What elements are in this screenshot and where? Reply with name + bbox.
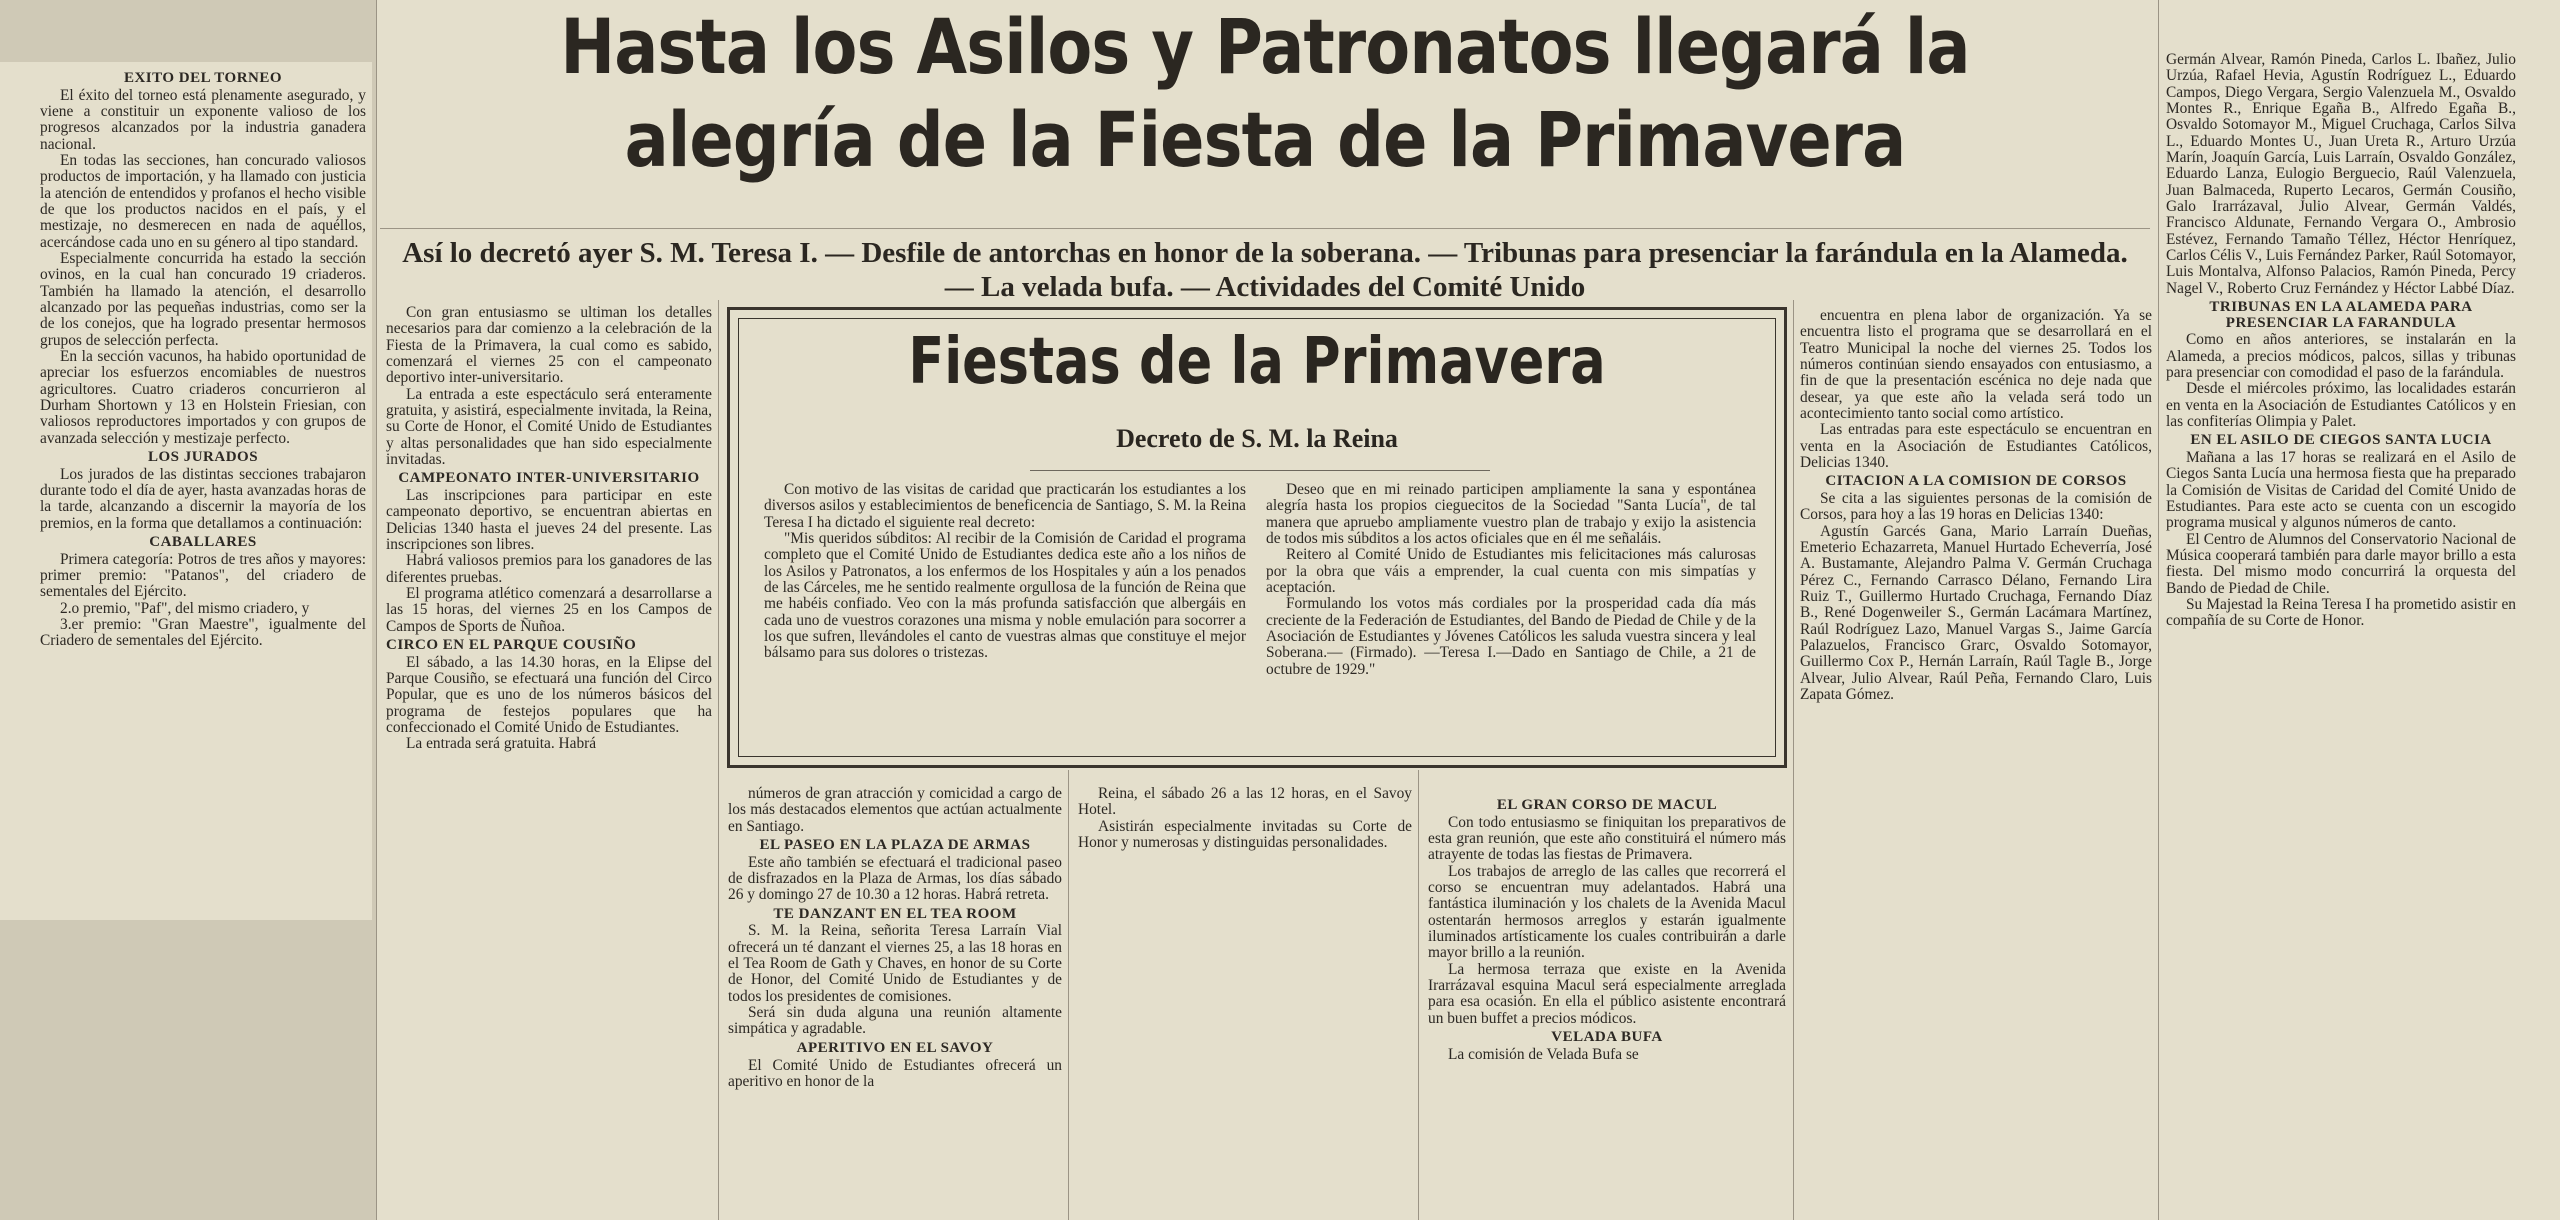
- article-column-3: [728, 786, 1062, 1186]
- paragraph: Primera categoría: Potros de tres años y mayores: primer premio: "Patanos", del criadero de sementales del Ejército.: [40, 550, 366, 601]
- column-rule: [1793, 300, 1794, 1220]
- paragraph: Habrá valiosos premios para los ganadores de las diferentes pruebas.: [386, 552, 712, 586]
- paragraph: Este año también se efectuará el tradicional paseo de disfrazados en la Plaza de Armas, los días sábado 26 y domingo 27 de 10.30 a 12 horas. Habrá retreta.: [728, 853, 1062, 904]
- column-rule: [718, 300, 719, 1220]
- column-rule: [1418, 770, 1419, 1220]
- paragraph: Formulando los votos más cordiales por la prosperidad cada día más creciente de la Federación de Estudiantes, del Bando de Piedad de Chile y de la Asociación de Estudiantes y Jóvenes Católicos les saluda vuestra sincera y leal Soberana.— (Firmado). —Teresa I.—Dado en Santiago de Chile, a 21 de octubre de 1929.": [1266, 595, 1756, 678]
- paragraph: El Centro de Alumnos del Conservatorio Nacional de Música cooperará también para darle mayor brillo a esta fiesta. Del mismo modo concurrirá la orquesta del Bando de Piedad de Chile.: [2166, 530, 2516, 597]
- headline: Hasta los Asilos y Patronatos llegará la alegría de la Fiesta de la Primavera: [560, 2, 1970, 184]
- paragraph: 3.er premio: "Gran Maestre", igualmente del Criadero de sementales del Ejército.: [40, 616, 366, 650]
- column-rule: [376, 0, 377, 1220]
- paragraph: La comisión de Velada Bufa se: [1448, 1045, 1639, 1063]
- paragraph: Asistirán especialmente invitadas su Corte de Honor y numerosas y distinguidas personalidades.: [1078, 817, 1412, 851]
- subheading: TE DANZANT EN EL TEA ROOM: [773, 905, 1017, 922]
- paragraph: Reitero al Comité Unido de Estudiantes mis felicitaciones más calurosas por la obra que váis a emprender, la cual cuenta con mis simpatías y aceptación.: [1266, 546, 1756, 596]
- paragraph: Las entradas para este espectáculo se encuentran en venta en la Asociación de Estudiantes Católicos, Delicias 1340.: [1800, 421, 2152, 471]
- subheading: LOS JURADOS: [147, 448, 259, 465]
- paragraph: Será sin duda alguna una reunión altamente simpática y agradable.: [728, 1004, 1062, 1038]
- subheading: EXITO DEL TORNEO: [123, 70, 283, 86]
- paragraph: Con gran entusiasmo se ultiman los detalles necesarios para dar comienzo a la celebración de la Fiesta de la Primavera, la cual como es sabido, comenzará el viernes 25 con el campeonato deportivo inter-universitario.: [386, 305, 712, 387]
- paragraph: encuentra en plena labor de organización. Ya se encuentra listo el programa que se desarrollará en el Teatro Municipal la noche del viernes 25. Todos los números continúan siendo ensayados con entusiasmo, a fin de que la presentación escénica no deje nada que desear, ya que este año la velada será todo un acontecimiento tanto social como artístico.: [1800, 308, 2152, 422]
- right-column: [2166, 52, 2516, 942]
- paragraph: Con motivo de las visitas de caridad que practicarán los estudiantes a los diversos asilos y establecimientos de beneficencia de Santiago, S. M. la Reina Teresa I ha dictado el siguiente real decreto:: [764, 482, 1246, 531]
- paragraph: Su Majestad la Reina Teresa I ha prometido asistir en compañía de su Corte de Honor.: [2166, 596, 2516, 630]
- paragraph: Se cita a las siguientes personas de la comisión de Corsos, para hoy a las 19 horas en Delicias 1340:: [1800, 490, 2152, 524]
- subheading: EL GRAN CORSO DE MACUL: [1496, 797, 1718, 813]
- paragraph: Germán Alvear, Ramón Pineda, Carlos L. Ibañez, Julio Urzúa, Rafael Hevia, Agustín Rodríguez L., Eduardo Campos, Diego Vergara, Sergio Valenzuela M., Osvaldo Montes R., Enrique Egaña B., Alfredo Egaña B., Osvaldo Sotomayor M., Miguel Cruchaga, Carlos Silva L., Eduardo Montes U., Juan Ureta R., Arturo Urzúa Marín, Joaquín García, Luis Larraín, Osvaldo González, Eduardo Lanza, Eulogio Berguecio, Raúl Valenzuela, Juan Balmaceda, Ruperto Lecaros, Germán Cousiño, Galo Irarrázaval, Julio Alvear, Germán Valdés, Francisco Aldunate, Fernando Vergara O., Ambrosio Estévez, Fernando Tamaño Téllez, Héctor Henríquez, Carlos Célis V., Luis Fernández Parker, Raúl Sotomayor, Luis Montalva, Alfonso Palacios, Ramón Pineda, Percy Nagel V., Roberto Cruz Fernández y Héctor Labbé Díaz.: [2166, 52, 2516, 297]
- subheading: CITACION A LA COMISION DE CORSOS: [1825, 473, 2127, 490]
- subheading: CAMPEONATO INTER-UNIVERSITARIO: [398, 470, 700, 487]
- paragraph: números de gran atracción y comicidad a cargo de los más destacados elementos que actúan actualmente en Santiago.: [728, 786, 1062, 835]
- paragraph: En la sección vacunos, ha habido oportunidad de apreciar los esfuerzos encomiables de nuestros agricultores. Cuatro criaderos concurrieron al Durham Shortown y 13 en Holstein Friesian, con valiosos reproductores importados y con grupos de avanzada selección y mestizaje perfecto.: [40, 348, 366, 447]
- paragraph: Deseo que en mi reinado participen ampliamente la sana y espontánea alegría hasta los propios cieguecitos de la Sociedad "Santa Lucía", de tal manera que apruebo ampliamente vuestro plan de trabajo y exijo la asistencia de todos mis súbditos a los actos oficiales que en él me señaláis.: [1266, 482, 1756, 547]
- article-column-5: [1428, 795, 1786, 1195]
- deck: Así lo decretó ayer S. M. Teresa I. — Desfile de antorchas en honor de la soberana. — Tribunas para presenciar la farándula en la Alameda. — La velada bufa. — Actividades del Comité Unido: [402, 237, 2128, 303]
- article-column-4: [1078, 786, 1412, 866]
- paragraph: Reina, el sábado 26 a las 12 horas, en el Savoy Hotel.: [1078, 786, 1412, 819]
- paragraph: Desde el miércoles próximo, las localidades estarán en venta en la Asociación de Estudiantes Católicos y en las confiterías Olimpia y Palet.: [2166, 380, 2516, 431]
- column-rule: [1068, 770, 1069, 1220]
- paragraph: Las inscripciones para participar en este campeonato deportivo, se encuentran abiertas en Delicias 1340 hasta el jueves 24 del presente. Las inscripciones son libres.: [386, 487, 712, 554]
- decree-right-column: [1266, 482, 1756, 757]
- paragraph: La entrada será gratuita. Habrá: [406, 735, 597, 753]
- paragraph: La entrada a este espectáculo será enteramente gratuita, y asistirá, especialmente invitada, la Reina, su Corte de Honor, el Comité Unido de Estudiantes y altas personalidades que han sido especialmente invitadas.: [386, 385, 712, 468]
- subheading: EL PASEO EN LA PLAZA DE ARMAS: [759, 836, 1031, 853]
- box-subtitle: Decreto de S. M. la Reina: [1116, 424, 1398, 453]
- paragraph: El sábado, a las 14.30 horas, en la Elipse del Parque Cousiño, se efectuará una función del Circo Popular, que es uno de los números básicos del programa de festejos populares que ha confeccionado el Comité Unido de Estudiantes.: [386, 653, 712, 737]
- paragraph: Mañana a las 17 horas se realizará en el Asilo de Ciegos Santa Lucía una hermosa fiesta que ha preparado la Comisión de Visitas de Caridad del Comité Unido de Estudiantes. Para este acto se cuenta con un escogido programa musical y algunos números de canto.: [2166, 449, 2516, 532]
- paragraph: El éxito del torneo está plenamente asegurado, y viene a constituir un exponente valioso de los progresos alcanzados por la industria ganadera nacional.: [40, 86, 366, 153]
- subheading: TRIBUNAS EN LA ALAMEDA PARA PRESENCIAR LA FARANDULA: [2209, 298, 2473, 331]
- paragraph: Los trabajos de arreglo de las calles que recorrerá el corso se encuentran muy adelantados. Habrá una fantástica iluminación y los chalets de la Avenida Macul ostentarán hermosos arreglos y estarán igualmente iluminados artísticamente los cuales contribuirán a darle mayor brillo a la reunión.: [1428, 862, 1786, 962]
- subheading: VELADA BUFA: [1551, 1029, 1663, 1046]
- paragraph: La hermosa terraza que existe en la Avenida Irarrázaval esquina Macul será especialmente arreglada para esa ocasión. En ella el público asistente encontrará un buen buffet a precios módicos.: [1428, 960, 1786, 1027]
- paragraph: S. M. la Reina, señorita Teresa Larraín Vial ofrecerá un té danzant el viernes 25, a las 18 horas en el Tea Room de Gath y Chaves, en honor de su Corte de Honor, del Comité Unido de Estudiantes y de todos los presidentes de comisiones.: [728, 922, 1062, 1005]
- paragraph: Especialmente concurrida ha estado la sección ovinos, en la cual han concurado 19 criaderos. También ha llamado la atención, el desarrollo alcanzado por las pequeñas industrias, como ser la de los conejos, que ha logrado presentar hermosos grupos de selección perfecta.: [40, 250, 366, 349]
- paragraph: En todas las secciones, han concurado valiosos productos de importación, y ha llamado con justicia la atención de entendidos y profanos el hecho visible de que los productos nacidos en el país, y el mestizaje, no desmerecen en nada de aquéllos, acercándose cada uno en su género al tipo standard.: [40, 152, 366, 251]
- headline-rule: [380, 228, 2150, 229]
- column-rule: [2158, 0, 2159, 1220]
- paragraph: Agustín Garcés Gana, Mario Larraín Dueñas, Emeterio Echazarreta, Manuel Hurtado Echeverría, José A. Bustamante, Alejandro Palma V. Germán Cruchaga Pérez C., Fernando Carrasco Délano, Fernando Lira Ruiz T., Guillermo Hurtado Cruchaga, Fernando Díaz B., René Dogenweiler S., Germán Lacámara Martínez, Raúl Rodríguez Lazo, Manuel Vargas S., Jaime García Palazuelos, Francisco Grarc, Osvaldo Sotomayor, Guillermo Cox P., Hernán Larraín, Raúl Tagle B., Jorge Alvear, Julio Alvear, Raúl Peña, Fernando Claro, Luis Zapata Gómez.: [1800, 522, 2152, 703]
- left-column: [40, 68, 366, 916]
- subheading: CIRCO EN EL PARQUE COUSIÑO: [386, 636, 637, 653]
- decree-left-column: [764, 482, 1246, 757]
- subheading: EN EL ASILO DE CIEGOS SANTA LUCIA: [2190, 432, 2492, 449]
- box-title: Fiestas de la Primavera: [908, 325, 1606, 399]
- subheading: CABALLARES: [149, 534, 257, 551]
- article-column-2: [386, 305, 712, 910]
- article-column-6: [1800, 308, 2152, 938]
- subheading: APERITIVO EN EL SAVOY: [796, 1039, 994, 1056]
- paragraph: El Comité Unido de Estudiantes ofrecerá un aperitivo en honor de la: [728, 1056, 1062, 1090]
- paragraph: El programa atlético comenzará a desarrollarse a las 15 horas, del viernes 25 en los Campos de Campos de Sports de Ñuñoa.: [386, 585, 712, 635]
- paragraph: Con todo entusiasmo se finiquitan los preparativos de esta gran reunión, que este año constituirá el número más atrayente de todas las fiestas de Primavera.: [1428, 813, 1786, 864]
- paragraph: Los jurados de las distintas secciones trabajaron durante todo el día de ayer, hasta avanzadas horas de la tarde, alcanzando a discernir la mayoría de los premios, en la forma que detallamos a continuación:: [40, 465, 366, 532]
- paragraph: 2.o premio, "Paf", del mismo criadero, y: [60, 599, 310, 617]
- box-rule: [1030, 470, 1490, 471]
- decree-box: [727, 307, 1787, 768]
- paragraph: "Mis queridos súbditos: Al recibir de la Comisión de Caridad el programa completo que el Comité Unido de Estudiantes dedica este año a los niños de los Asilos y Patronatos, a los enfermos de los Hospitales y aún a los penados de las Cárceles, me he sentido realmente orgullosa de la función de Reina que me habéis confiado. Veo con la más profunda satisfacción que albergáis en cada uno de vuestros corazones una misma y noble emulación para socorrer a los que sufren, llevándoles el canto de vuestras almas que constituye el mejor bálsamo para sus dolores o tristezas.: [764, 529, 1246, 662]
- paragraph: Como en años anteriores, se instalarán en la Alameda, a precios módicos, palcos, sillas y tribunas para presenciar con comodidad el paso de la farándula.: [2166, 331, 2516, 382]
